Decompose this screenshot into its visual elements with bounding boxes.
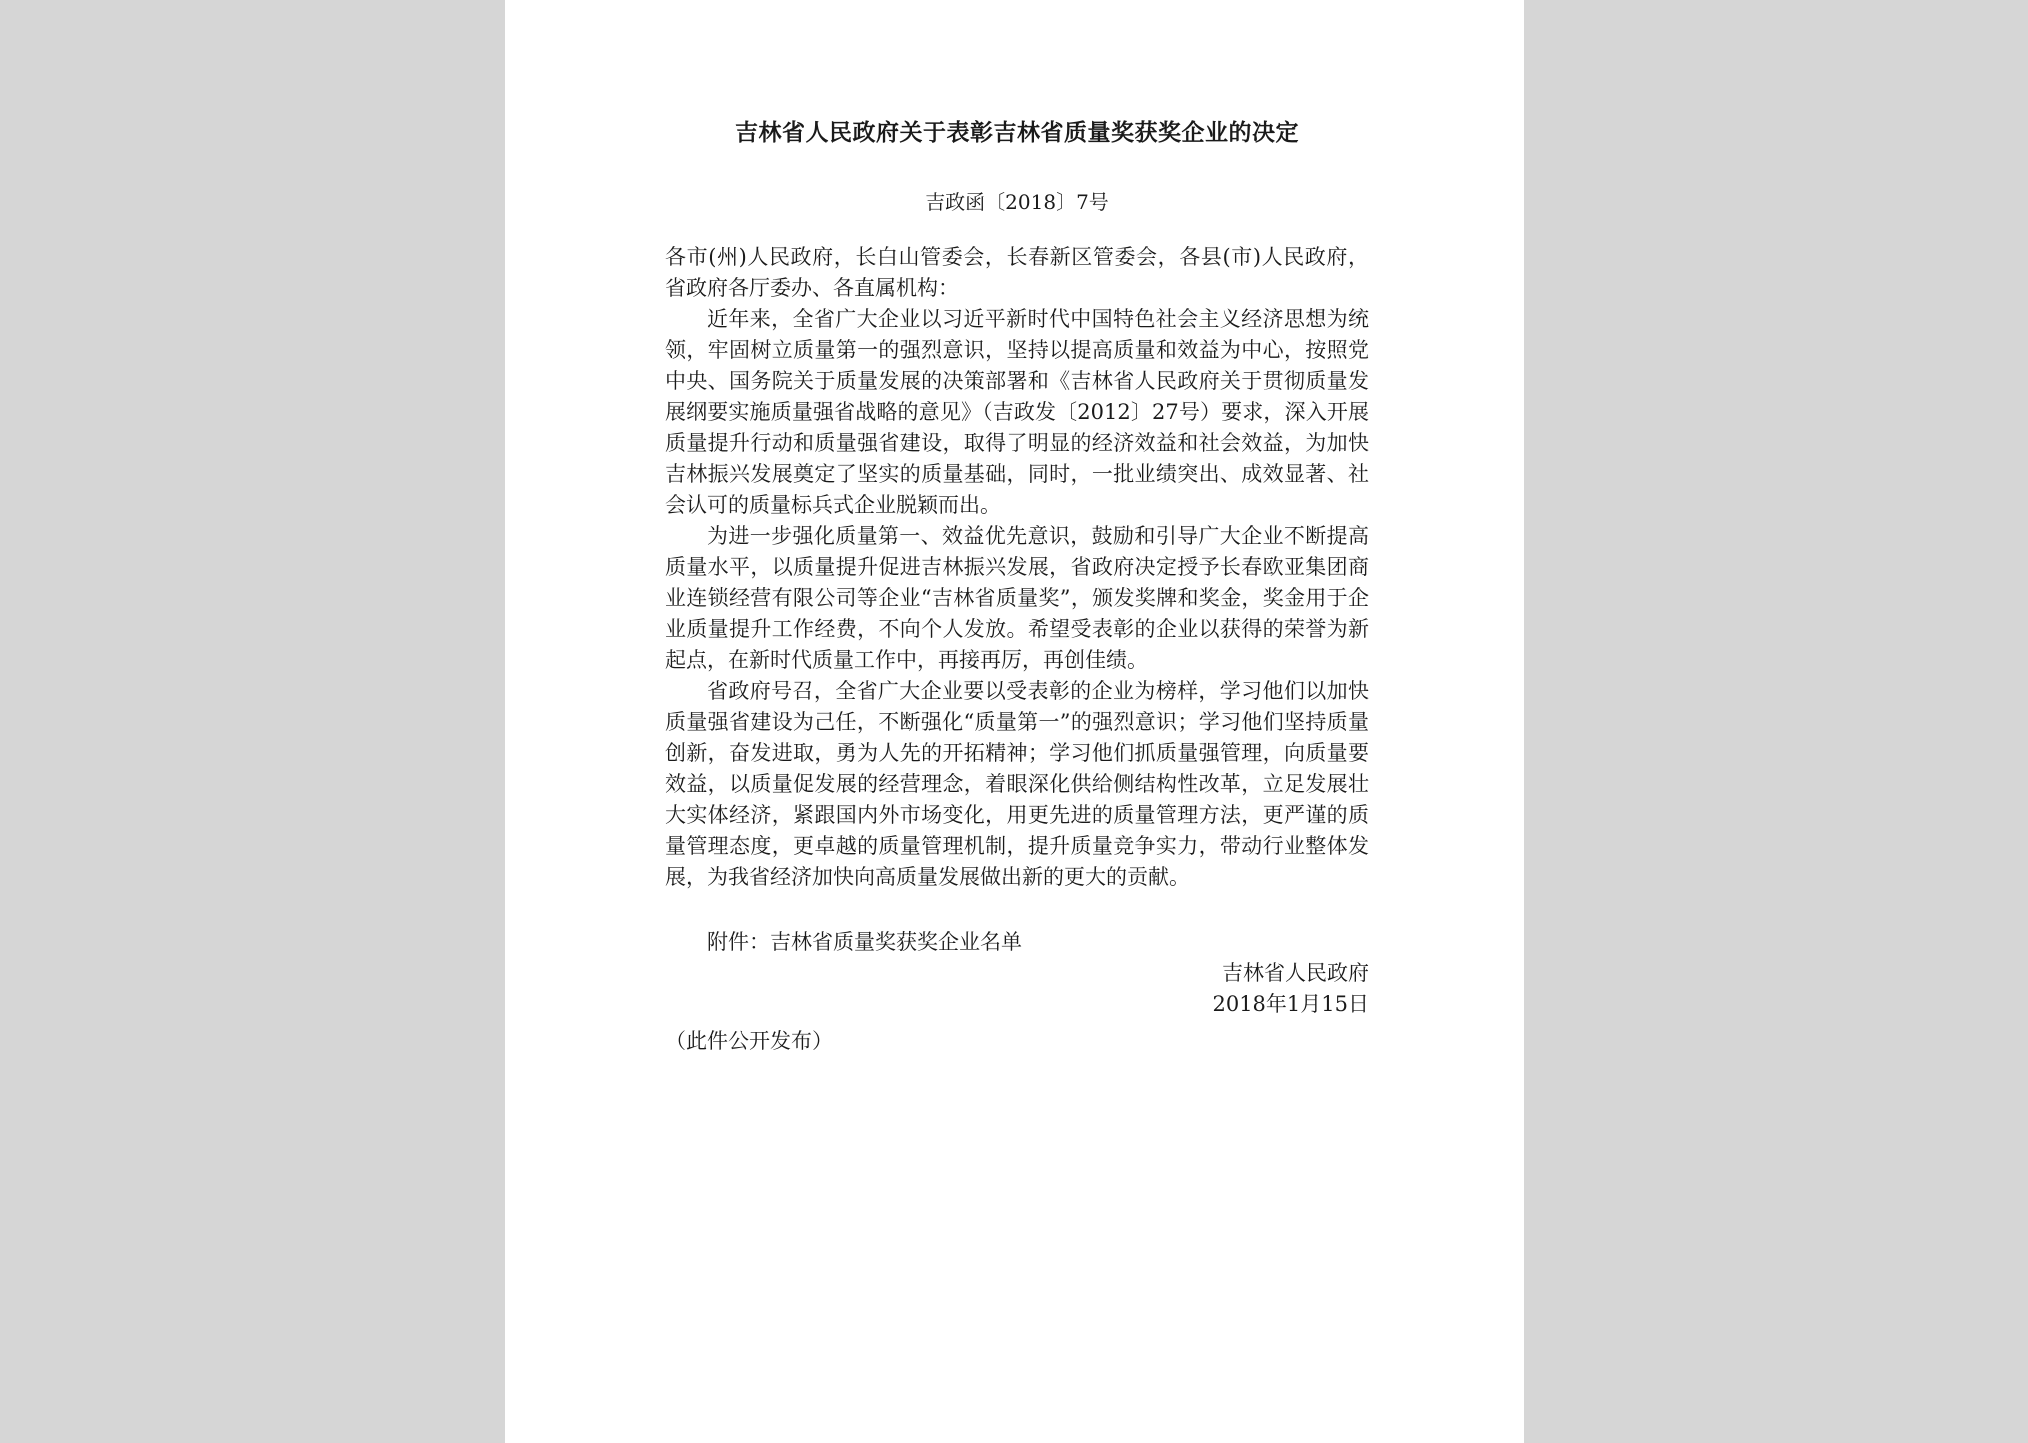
paragraph-3: 省政府号召，全省广大企业要以受表彰的企业为榜样，学习他们以加快质量强省建设为己任，不断强化“质量第一”的强烈意识；学习他们坚持质量创新，奋发进取，勇为人先的开拓精神；学习他们抓质量强管理，向质量要效益，以质量促发展的经营理念，着眼深化供给侧结构性改革，立足发展壮大实体经济，紧跟国内外市场变化，用更先进的质量管理方法，更严谨的质量管理态度，更卓越的质量管理机制，提升质量竞争实力，带动行业整体发展，为我省经济加快向高质量发展做出新的更大的贡献。 <box>665 679 1369 889</box>
document-body <box>665 242 1369 893</box>
document-number: 吉政函〔2018〕7号 <box>925 190 1109 214</box>
document-title: 吉林省人民政府关于表彰吉林省质量奖获奖企业的决定 <box>735 119 1299 146</box>
addressees: 各市(州)人民政府，长白山管委会，长春新区管委会，各县(市)人民政府，省政府各厅委办、各直属机构： <box>665 245 1369 300</box>
page-content <box>665 118 1369 1057</box>
issue-date: 2018年1月15日 <box>1212 992 1369 1016</box>
attachment-line: 附件：吉林省质量奖获奖企业名单 <box>707 930 1022 954</box>
paragraph-2: 为进一步强化质量第一、效益优先意识，鼓励和引导广大企业不断提高质量水平，以质量提升促进吉林振兴发展，省政府决定授予长春欧亚集团商业连锁经营有限公司等企业“吉林省质量奖”，颁发奖牌和奖金，奖金用于企业质量提升工作经费，不向个人发放。希望受表彰的企业以获得的荣誉为新起点，在新时代质量工作中，再接再厉，再创佳绩。 <box>665 524 1369 672</box>
publication-note: （此件公开发布） <box>665 1029 833 1053</box>
issuer-signature: 吉林省人民政府 <box>1222 961 1369 985</box>
paragraph-1: 近年来，全省广大企业以习近平新时代中国特色社会主义经济思想为统领，牢固树立质量第一的强烈意识，坚持以提高质量和效益为中心，按照党中央、国务院关于质量发展的决策部署和《吉林省人民政府关于贯彻质量发展纲要实施质量强省战略的意见》（吉政发〔2012〕27号）要求，深入开展质量提升行动和质量强省建设，取得了明显的经济效益和社会效益，为加快吉林振兴发展奠定了坚实的质量基础，同时，一批业绩突出、成效显著、社会认可的质量标兵式企业脱颖而出。 <box>665 307 1369 517</box>
document-page <box>505 0 1524 1443</box>
